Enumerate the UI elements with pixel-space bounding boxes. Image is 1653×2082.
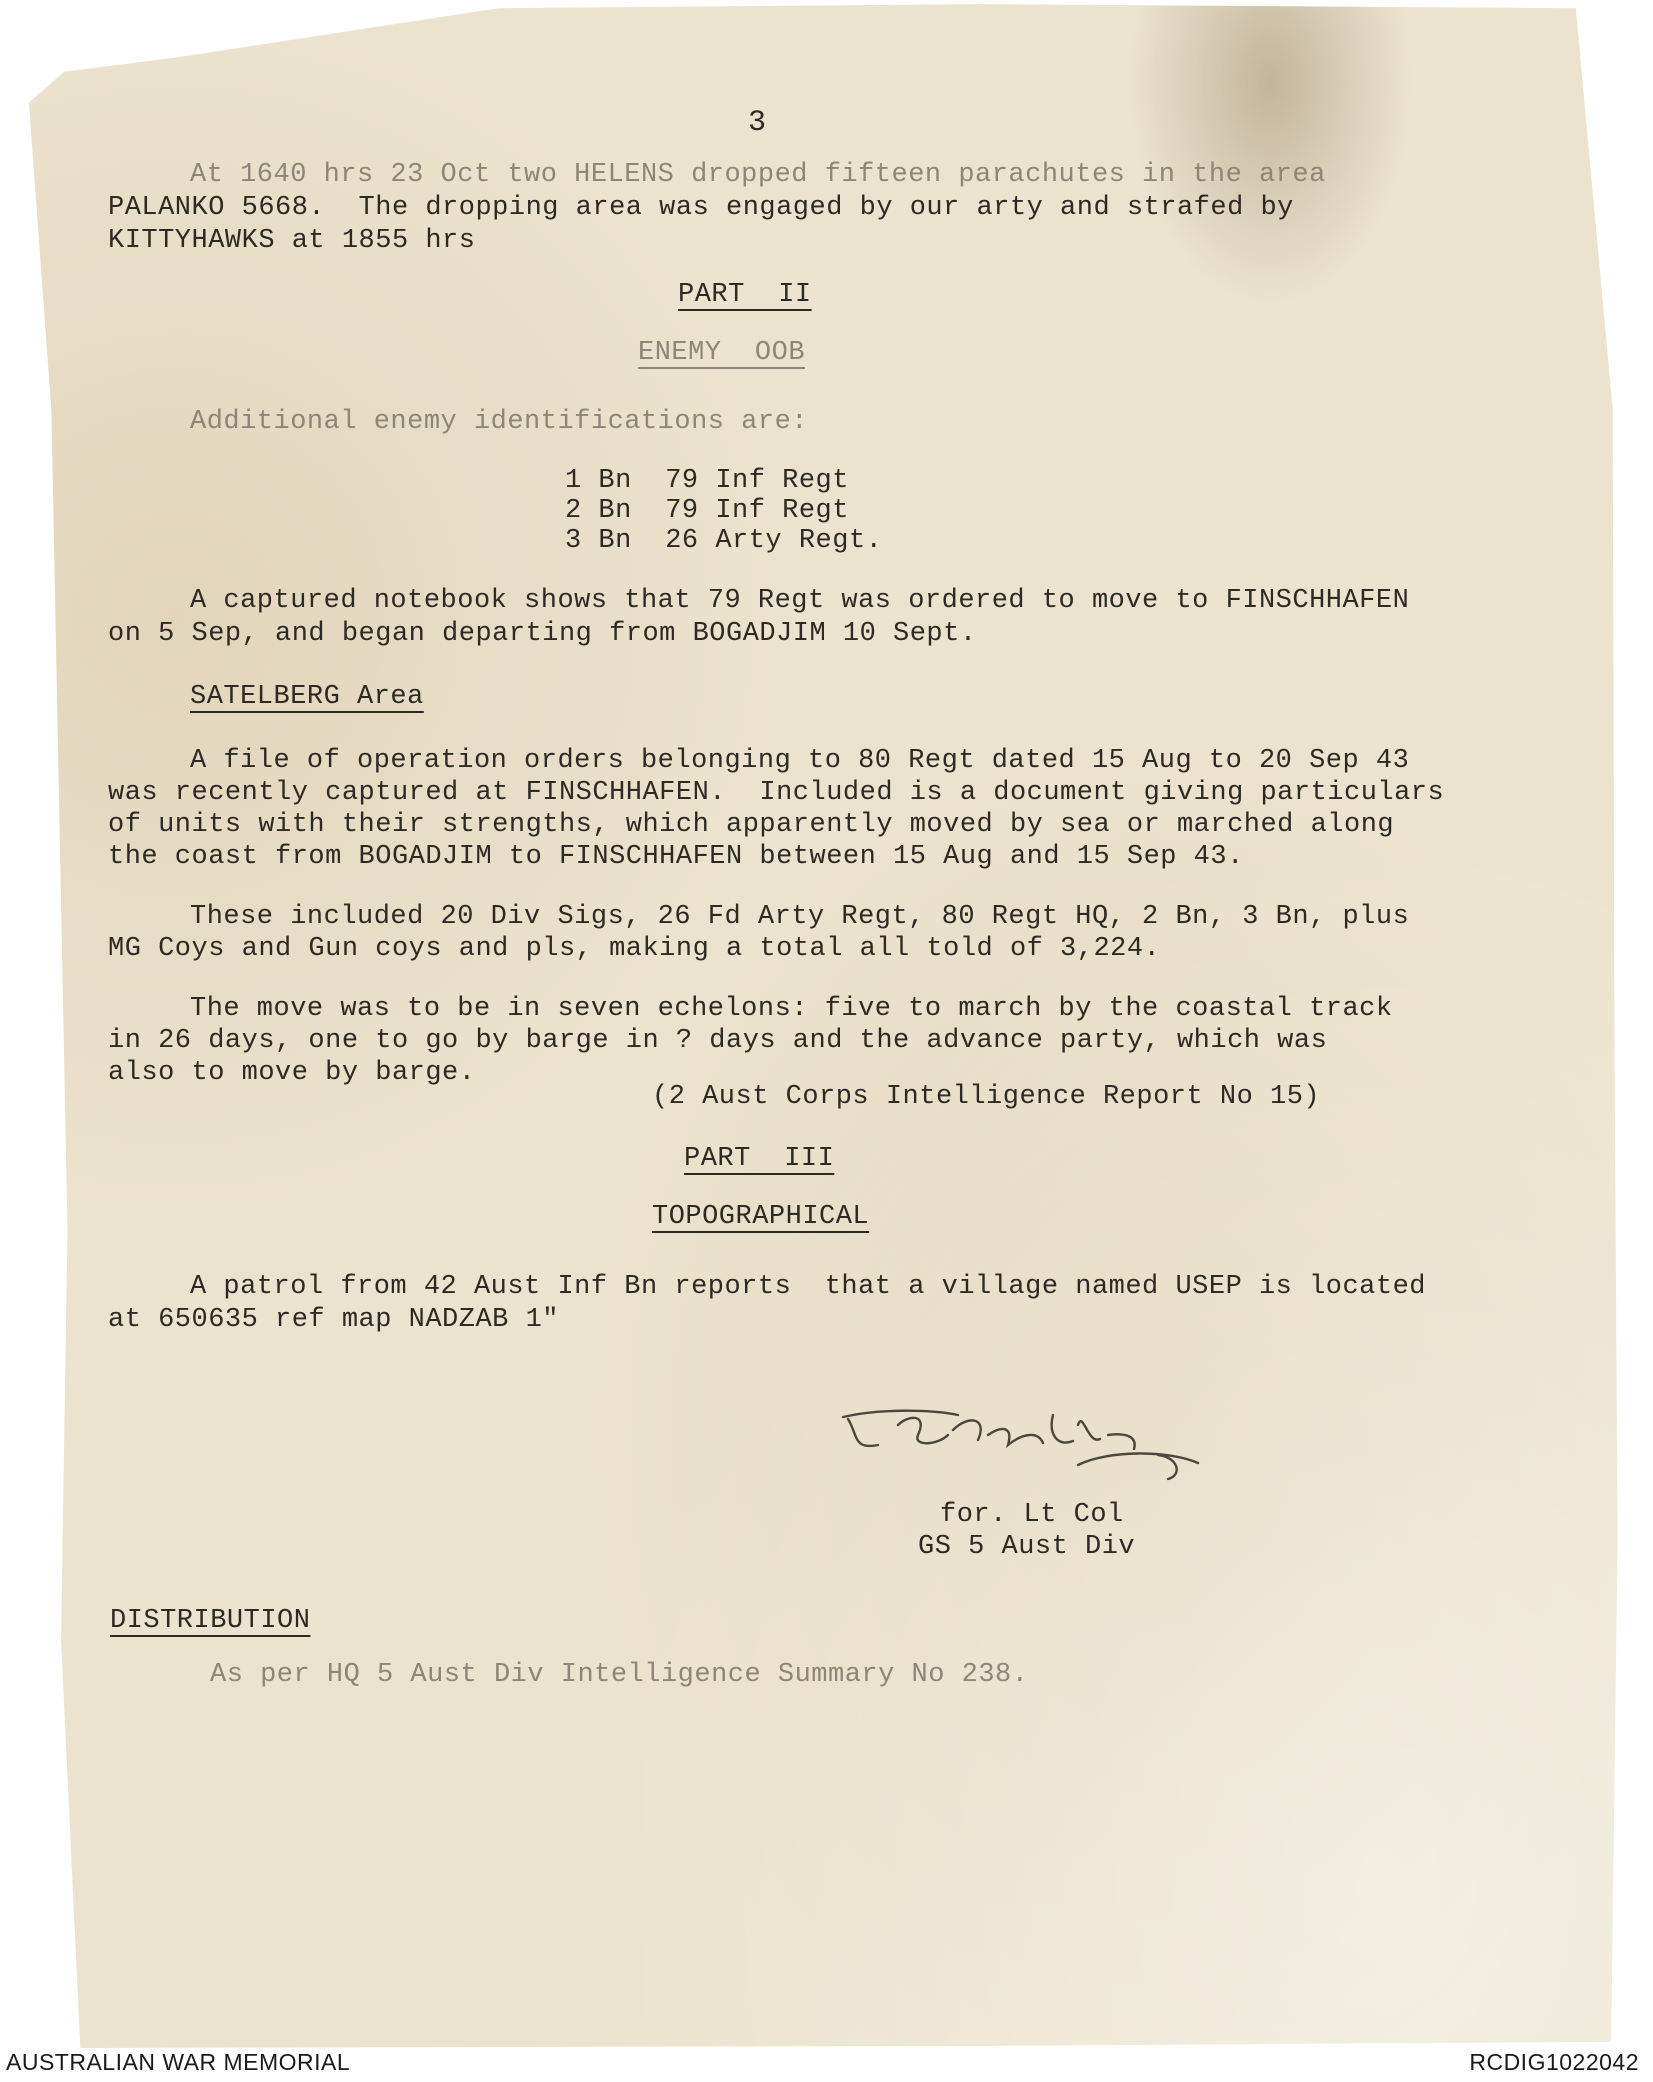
document-page — [16, 0, 1624, 2050]
identification-item: 3 Bn 26 Arty Regt. — [565, 526, 883, 556]
text-line: KITTYHAWKS at 1855 hrs — [108, 226, 476, 256]
text-line: of units with their strengths, which apparently moved by sea or marched along — [108, 810, 1395, 840]
text-line: A patrol from 42 Aust Inf Bn reports that a village named USEP is located — [190, 1272, 1426, 1302]
distribution-text: As per HQ 5 Aust Div Intelligence Summary No 238. — [210, 1660, 1029, 1690]
text-line: in 26 days, one to go by barge in ? days and the advance party, which was — [108, 1026, 1328, 1056]
text-line: the coast from BOGADJIM to FINSCHHAFEN between 15 Aug and 15 Sep 43. — [108, 842, 1244, 872]
text-line: MG Coys and Gun coys and pls, making a total all told of 3,224. — [108, 934, 1161, 964]
distribution-heading: DISTRIBUTION — [110, 1606, 311, 1636]
text-line: PALANKO 5668. The dropping area was engaged by our arty and strafed by — [108, 193, 1294, 223]
text-line: At 1640 hrs 23 Oct two HELENS dropped fifteen parachutes in the area — [190, 160, 1326, 190]
page-number: 3 — [748, 106, 767, 140]
area-heading: SATELBERG Area — [190, 682, 424, 712]
signatory-unit: GS 5 Aust Div — [918, 1532, 1136, 1562]
part-heading: PART III — [684, 1144, 835, 1174]
text-line: A captured notebook shows that 79 Regt was ordered to move to FINSCHHAFEN — [190, 586, 1410, 616]
part-subheading: TOPOGRAPHICAL — [652, 1202, 870, 1232]
text-line: also to move by barge. — [108, 1058, 476, 1088]
text-line: at 650635 ref map NADZAB 1" — [108, 1305, 559, 1335]
text-line: on 5 Sep, and began departing from BOGADJIM 10 Sept. — [108, 619, 977, 649]
text-line: A file of operation orders belonging to 80 Regt dated 15 Aug to 20 Sep 43 — [190, 746, 1410, 776]
source-reference: (2 Aust Corps Intelligence Report No 15) — [652, 1082, 1321, 1112]
handwritten-signature — [838, 1405, 1228, 1505]
signatory-rank: for. Lt Col — [940, 1500, 1124, 1530]
text-line: These included 20 Div Sigs, 26 Fd Arty Regt, 80 Regt HQ, 2 Bn, 3 Bn, plus — [190, 902, 1410, 932]
part-heading: PART II — [678, 280, 812, 310]
text-line: was recently captured at FINSCHHAFEN. Included is a document giving particulars — [108, 778, 1445, 808]
text-line: Additional enemy identifications are: — [190, 407, 808, 437]
identification-item: 2 Bn 79 Inf Regt — [565, 496, 849, 526]
identification-item: 1 Bn 79 Inf Regt — [565, 466, 849, 496]
footer-institution: AUSTRALIAN WAR MEMORIAL — [6, 2049, 351, 2075]
footer-id: RCDIG1022042 — [1469, 2049, 1639, 2075]
text-line: The move was to be in seven echelons: five to march by the coastal track — [190, 994, 1393, 1024]
part-subheading: ENEMY OOB — [638, 338, 806, 368]
